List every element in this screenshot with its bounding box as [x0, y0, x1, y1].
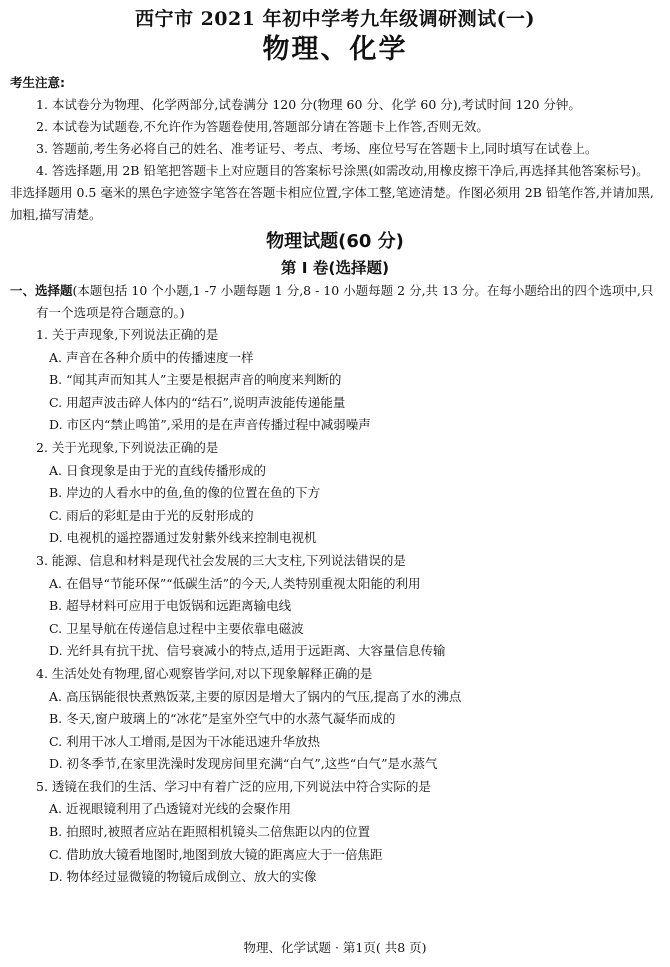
- question-stem: 2. 关于光现象,下列说法正确的是: [36, 439, 219, 455]
- notice-item: 1. 本试卷分为物理、化学两部分,试卷满分 120 分(物理 60 分、化学 60 分),考试时间 120 分钟。: [36, 97, 581, 112]
- option-a: A. 在倡导“节能环保”“低碳生活”的今天,人类特别重视太阳能的利用: [49, 575, 421, 591]
- page-footer: 物理、化学试题 · 第1页( 共8 页): [243, 940, 427, 955]
- notice-list: [0, 94, 670, 226]
- option-a: A. 日食现象是由于光的直线传播形成的: [49, 462, 266, 478]
- option-d: D. 初冬季节,在家里洗澡时发现房间里充满“白气”,这些“白气”是水蒸气: [49, 756, 438, 772]
- notice-item: 3. 答题前,考生务必将自己的姓名、准考证号、考点、考场、座位号写在答题卡上,同时填写在试卷上。: [36, 141, 598, 156]
- question-stem: 3. 能源、信息和材料是现代社会发展的三大支柱,下列说法错误的是: [36, 552, 406, 568]
- notice-heading: 考生注意:: [10, 75, 65, 90]
- notice-item: 4. 答选择题,用 2B 铅笔把答题卡上对应题目的答案标号涂黑(如需改动,用橡皮擦干净后,再选择其他答案标号)。非选择题用 0.5 毫米的黑色字迹签字笔答在答题卡相应位置,字体工整,笔迹清楚。作图必须用 2B 铅笔作答,并请加黑,加粗,描写清楚。: [10, 163, 654, 222]
- option-d: D. 市区内“禁止鸣笛”,采用的是在声音传播过程中减弱噪声: [49, 417, 371, 433]
- section-title: 物理试题(60 分): [266, 231, 404, 252]
- exam-page: [0, 6, 670, 967]
- question-4: [0, 663, 670, 776]
- option-d: D. 物体经过显微镜的物镜后成倒立、放大的实像: [49, 869, 317, 885]
- part-description: (本题包括 10 个小题,1 -7 小题每题 1 分,8 - 10 小题每题 2 分,共 13 分。在每小题给出的四个选项中,只有一个选项是符合题意的。): [36, 283, 654, 320]
- option-b: B. 岸边的人看水中的鱼,鱼的像的位置在鱼的下方: [49, 485, 321, 501]
- option-b: B. 超导材料可应用于电饭锅和远距离输电线: [49, 598, 292, 614]
- volume-title: 第 Ⅰ 卷(选择题): [280, 259, 390, 277]
- option-b: B. “闻其声而知其人”主要是根据声音的响度来判断的: [49, 372, 342, 388]
- option-a: A. 声音在各种介质中的传播速度一样: [49, 349, 254, 365]
- option-a: A. 近视眼镜利用了凸透镜对光线的会聚作用: [49, 801, 291, 817]
- part-instructions: [0, 280, 670, 324]
- question-stem: 5. 透镜在我们的生活、学习中有着广泛的应用,下列说法中符合实际的是: [36, 778, 431, 794]
- question-stem: 1. 关于声现象,下列说法正确的是: [36, 327, 219, 342]
- question-3: [0, 550, 670, 663]
- question-5: [0, 776, 670, 889]
- notice-item: 2. 本试卷为试题卷,不允许作为答题卷使用,答题部分请在答题卡上作答,否则无效。: [36, 119, 489, 134]
- option-c: C. 雨后的彩虹是由于光的反射形成的: [49, 507, 254, 523]
- option-d: D. 光纤具有抗干扰、信号衰减小的特点,适用于远距离、大容量信息传输: [49, 643, 446, 659]
- question-stem: 4. 生活处处有物理,留心观察皆学问,对以下现象解释正确的是: [36, 665, 373, 681]
- option-d: D. 电视机的遥控器通过发射紫外线来控制电视机: [49, 530, 317, 546]
- option-b: B. 冬天,窗户玻璃上的“冰花”是室外空气中的水蒸气凝华而成的: [49, 711, 396, 727]
- option-c: C. 利用干冰人工增雨,是因为干冰能迅速升华放热: [49, 733, 321, 749]
- option-a: A. 高压锅能很快煮熟饭菜,主要的原因是增大了锅内的气压,提高了水的沸点: [49, 688, 462, 704]
- option-c: C. 借助放大镜看地图时,地图到放大镜的距离应大于一倍焦距: [49, 846, 383, 862]
- subject-title: 物理、化学: [262, 34, 408, 65]
- question-2: [0, 437, 670, 550]
- part-lead: 一、选择题: [10, 283, 73, 298]
- option-c: C. 卫星导航在传递信息过程中主要依靠电磁波: [49, 620, 304, 636]
- exam-title: 西宁市 2021 年初中学考九年级调研测试(一): [134, 8, 536, 30]
- option-c: C. 用超声波击碎人体内的“结石”,说明声波能传递能量: [49, 394, 346, 410]
- question-1: [0, 324, 670, 437]
- option-b: B. 拍照时,被照者应站在距照相机镜头二倍焦距以内的位置: [49, 824, 371, 840]
